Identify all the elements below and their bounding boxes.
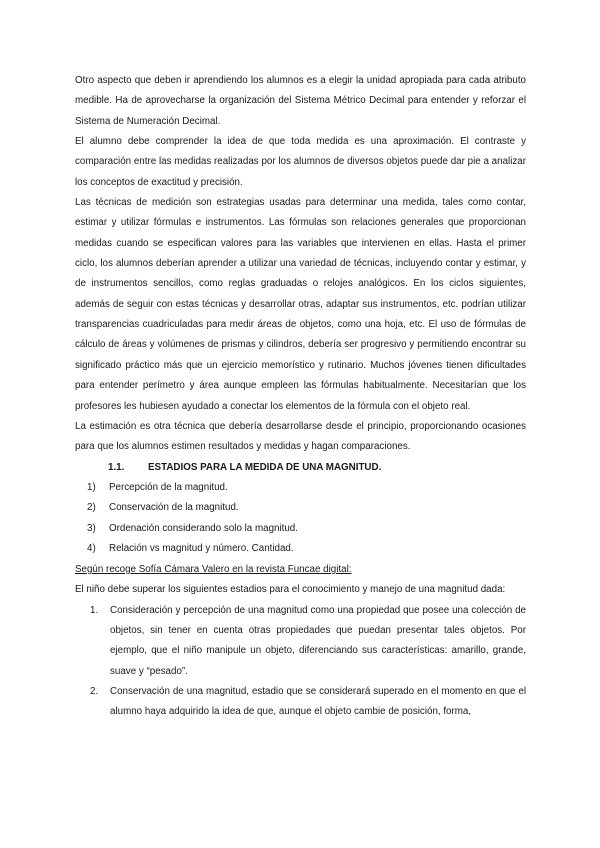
list-item-number: 1) [87, 481, 96, 493]
section-heading [75, 458, 526, 478]
detailed-stages-list [75, 601, 526, 723]
list-item-number: 4) [87, 543, 96, 555]
list-item-number: 3) [87, 522, 96, 534]
list-item-text: Consideración y percepción de una magnitud como una propiedad que posee una colección de objetos, sin tener en cuenta otras propiedades que puedan presentar tales objetos. Por ejemplo, que el niño manipule un objeto, diferenciando sus características: amarillo, grande, suave y “pesado”. [110, 604, 526, 677]
list-item [87, 539, 526, 559]
stages-list [75, 478, 526, 560]
list-item [87, 498, 526, 518]
list-item [87, 478, 526, 498]
paragraph-techniques: Las técnicas de medición son estrategias usadas para determinar una medida, tales como contar, estimar y utilizar fórmulas e instrumentos. Las fórmulas son relaciones generales que proporcionan medidas cuando se especifican valores para las variables que intervienen en ellas. Hasta el primer ciclo, los alumnos deberían aprender a utilizar una variedad de técnicas, incluyendo contar y estimar, y de instrumentos sencillos, como reglas graduadas o relojes analógicos. En los ciclos siguientes, además de seguir con estas técnicas y desarrollar otras, adaptar sus instrumentos, etc. podrían utilizar transparencias cuadriculadas para medir áreas de objetos, como una hoja, etc. El uso de fórmulas de cálculo de áreas y volúmenes de prismas y cilindros, debería ser progresivo y permitiendo encontrar su significado práctico más que un ejercicio memorístico y rutinario. Muchos jóvenes tienen dificultades para entender perímetro y área aunque empleen las fórmulas habitualmente. Necesitarían que los profesores les hubiesen ayudado a conectar los elementos de la fórmula con el objeto real. [75, 197, 526, 412]
source-citation: Según recoge Sofía Cámara Valero en la revista Funcae digital: [75, 564, 352, 575]
list-item-text: Conservación de la magnitud. [109, 502, 239, 514]
section-title: ESTADIOS PARA LA MEDIDA DE UNA MAGNITUD. [148, 461, 382, 473]
list-item-text: Ordenación considerando solo la magnitud. [109, 522, 298, 534]
paragraph-units: Otro aspecto que deben ir aprendiendo los alumnos es a elegir la unidad apropiada para cada atributo medible. Ha de aprovecharse la organización del Sistema Métrico Decimal para entender y reforzar el Sistema de Numeración Decimal. [75, 75, 526, 127]
section-number: 1.1. [108, 461, 125, 473]
list-item [90, 601, 526, 682]
list-item-text: Percepción de la magnitud. [109, 481, 228, 493]
list-item-text: Conservación de una magnitud, estadio que se considerará superado en el momento en que el alumno haya adquirido la idea de que, aunque el objeto cambie de posición, forma, [110, 686, 526, 718]
paragraph-intro: El niño debe superar los siguientes estadios para el conocimiento y manejo de una magnitud dada: [75, 584, 506, 596]
list-item [90, 682, 526, 723]
list-item [87, 519, 526, 539]
list-item-number: 2. [90, 686, 99, 698]
paragraph-estimation: La estimación es otra técnica que debería desarrollarse desde el principio, proporcionando ocasiones para que los alumnos estimen resultados y medidas y hagan comparaciones. [75, 420, 526, 453]
list-item-number: 2) [87, 502, 96, 514]
list-item-text: Relación vs magnitud y número. Cantidad. [109, 543, 294, 555]
list-item-number: 1. [90, 604, 99, 616]
paragraph-approximation: El alumno debe comprender la idea de que toda medida es una aproximación. El contraste y comparación entre las medidas realizadas por los alumnos de diversos objetos puede dar pie a analizar los conceptos de exactitud y precisión. [75, 136, 526, 188]
